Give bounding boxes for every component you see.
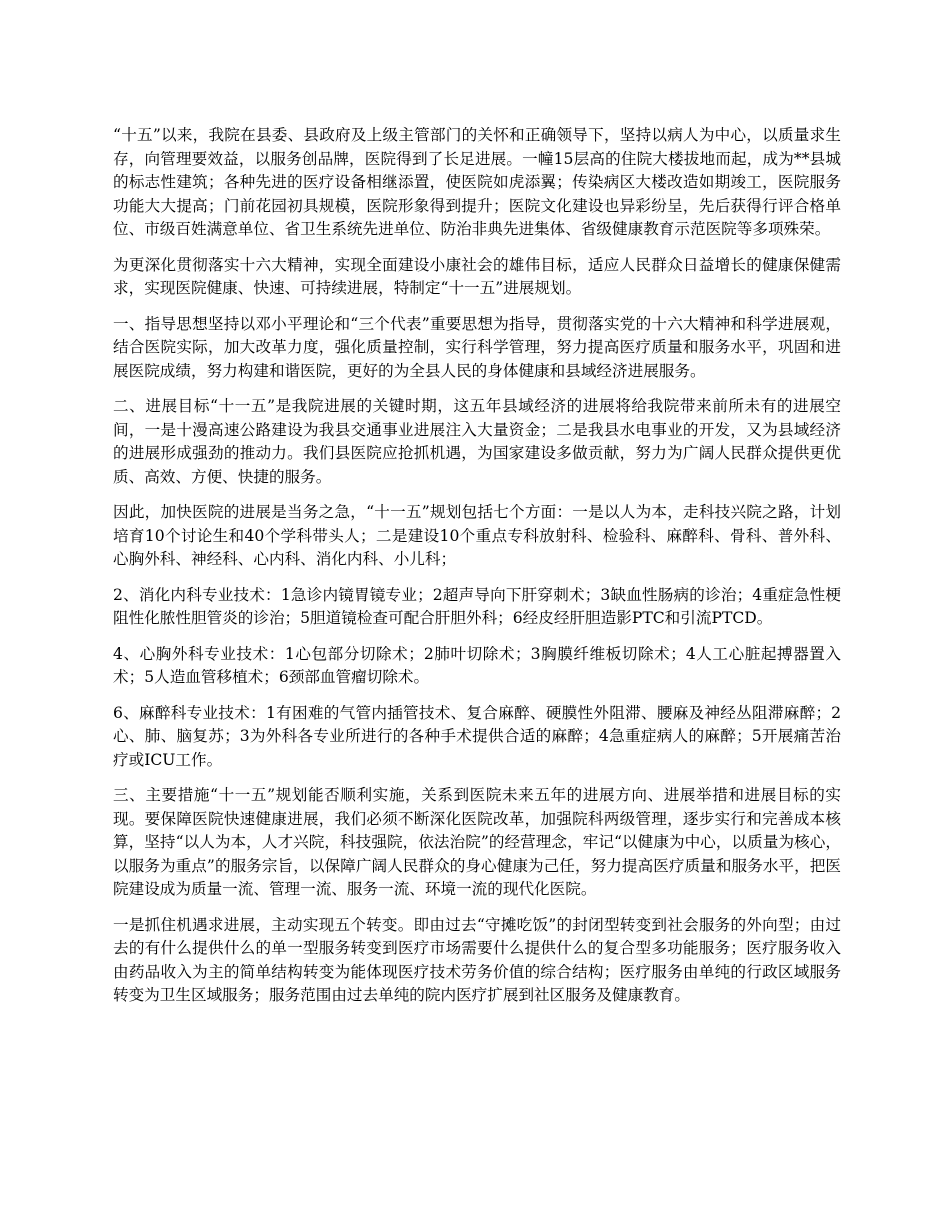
paragraph-development-goals: 二、进展目标“十一五”是我院进展的关键时期，这五年县域经济的进展将给我院带来前所未有的进展空间，一是十漫高速公路建设为我县交通事业进展注入大量资金；二是我县水电事业的开发，又为县域经济的进展形成强劲的推动力。我们县医院应抢抓机遇，为国家建设多做贡献，努力为广阔人民群众提供更优质、高效、方便、快捷的服务。 [113,397,841,486]
document-body [113,124,841,1020]
paragraph-seven-aspects: 因此，加快医院的进展是当务之急，“十一五”规划包括七个方面：一是以人为本，走科技兴院之路，计划培育10个讨论生和40个学科带头人；二是建设10个重点专科放射科、检验科、麻醉科、骨科、普外科、心胸外科、神经科、心内科、消化内科、小儿科； [113,503,841,568]
paragraph-guiding-ideology: 一、指导思想坚持以邓小平理论和“三个代表”重要思想为指导，贯彻落实党的十六大精神和科学进展观，结合医院实际，加大改革力度，强化质量控制，实行科学管理，努力提高医疗质量和服务水平，巩固和进展医院成绩，努力构建和谐医院，更好的为全县人民的身体健康和县域经济进展服务。 [113,314,841,380]
paragraph-intro: “十五”以来，我院在县委、县政府及上级主管部门的关怀和正确领导下，坚持以病人为中心，以质量求生存，向管理要效益，以服务创品牌，医院得到了长足进展。一幢15层高的住院大楼拔地而起，成为**县城的标志性建筑；各种先进的医疗设备相继添置，使医院如虎添翼；传染病区大楼改造如期竣工，医院服务功能大大提高；门前花园初具规模，医院形象得到提升；医院文化建设也异彩纷呈，先后获得行评合格单位、市级百姓满意单位、省卫生系统先进单位、防治非典先进集体、省级健康教育示范医院等多项殊荣。 [113,126,841,238]
paragraph-cardiothoracic-tech: 4、心胸外科专业技术：1心包部分切除术；2肺叶切除术；3胸膜纤维板切除术；4人工心脏起搏器置入术；5人造血管移植术；6颈部血管瘤切除术。 [113,644,841,686]
paragraph-five-transformations: 一是抓住机遇求进展，主动实现五个转变。即由过去“守摊吃饭”的封闭型转变到社会服务的外向型；由过去的有什么提供什么的单一型服务转变到医疗市场需要什么提供什么的复合型多功能服务；医疗服务收入由药品收入为主的简单结构转变为能体现医疗技术劳务价值的综合结构；医疗服务由单纯的行政区域服务转变为卫生区域服务；服务范围由过去单纯的院内医疗扩展到社区服务及健康教育。 [113,915,841,1004]
paragraph-gastroenterology-tech: 2、消化内科专业技术：1急诊内镜胃镜专业；2超声导向下肝穿刺术；3缺血性肠病的诊治；4重症急性梗阻性化脓性胆管炎的诊治；5胆道镜检查可配合肝胆外科；6经皮经肝胆造影PTC和引流PTCD。 [113,585,841,627]
paragraph-anesthesiology-tech: 6、麻醉科专业技术：1有困难的气管内插管技术、复合麻醉、硬膜性外阻滞、腰麻及神经丛阻滞麻醉；2心、肺、脑复苏；3为外科各专业所进行的各种手术提供合适的麻醉；4急重症病人的麻醉；5开展痛苦治疗或ICU工作。 [113,703,841,769]
paragraph-purpose: 为更深化贯彻落实十六大精神，实现全面建设小康社会的雄伟目标，适应人民群众日益增长的健康保健需求，实现医院健康、快速、可持续进展，特制定“十一五”进展规划。 [113,255,841,297]
paragraph-main-measures: 三、主要措施“十一五”规划能否顺利实施，关系到医院未来五年的进展方向、进展举措和进展目标的实现。要保障医院快速健康进展，我们必须不断深化医院改革，加强院科两级管理，逐步实行和完善成本核算，坚持“以人为本，人才兴院，科技强院，依法治院”的经营理念，牢记“以健康为中心，以质量为核心，以服务为重点”的服务宗旨，以保障广阔人民群众的身心健康为己任，努力提高医疗质量和服务水平，把医院建设成为质量一流、管理一流、服务一流、环境一流的现代化医院。 [113,786,841,898]
